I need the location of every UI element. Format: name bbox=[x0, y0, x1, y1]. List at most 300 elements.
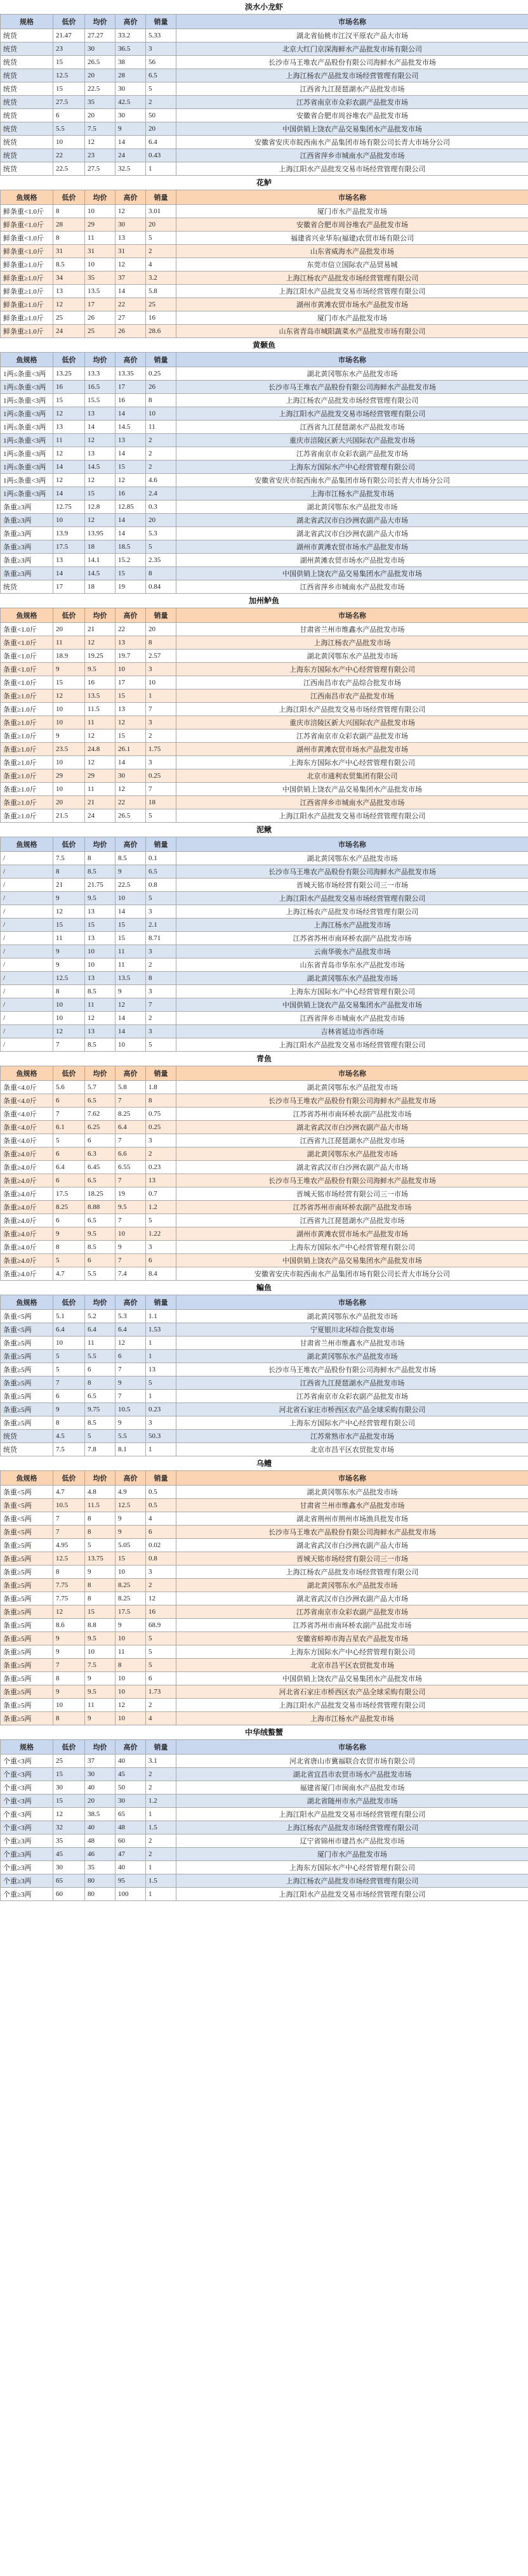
avg-cell: 7.5 bbox=[85, 122, 116, 136]
header-row bbox=[1, 1066, 528, 1081]
volume-cell: 2.4 bbox=[146, 487, 176, 500]
volume-cell: 0.25 bbox=[146, 367, 176, 381]
market-cell: 江西省萍乡市城南水产品批发市场 bbox=[176, 149, 528, 162]
table-row bbox=[1, 1323, 528, 1337]
high-cell: 22 bbox=[116, 298, 146, 311]
table-row bbox=[1, 1619, 528, 1632]
volume-cell: 3 bbox=[146, 1025, 176, 1038]
low-cell: 21.5 bbox=[53, 809, 85, 823]
header-row bbox=[1, 15, 528, 29]
avg-cell: 8 bbox=[85, 852, 116, 865]
low-cell: 30 bbox=[53, 1781, 85, 1795]
high-cell: 9 bbox=[116, 1526, 146, 1539]
spec-cell: 统货 bbox=[1, 109, 53, 122]
volume-cell: 3.1 bbox=[146, 1755, 176, 1768]
high-cell: 12 bbox=[116, 474, 146, 487]
high-cell: 13 bbox=[116, 232, 146, 245]
volume-cell: 5 bbox=[146, 1214, 176, 1227]
volume-cell: 10 bbox=[146, 407, 176, 421]
avg-cell: 18 bbox=[85, 580, 116, 594]
section-title: 乌鳢 bbox=[256, 1459, 272, 1468]
market-cell: 上海市江杨水产品批发市场 bbox=[176, 1712, 528, 1725]
table-row bbox=[1, 1712, 528, 1725]
table-row bbox=[1, 1134, 528, 1147]
table-row bbox=[1, 985, 528, 998]
volume-header: 销量 bbox=[146, 353, 176, 367]
volume-cell: 2 bbox=[146, 1768, 176, 1781]
high-cell: 30 bbox=[116, 109, 146, 122]
avg-cell: 15 bbox=[85, 487, 116, 500]
spec-cell: 条重≥5两 bbox=[1, 1699, 53, 1712]
market-cell: 湖北省武汉市白沙洲农副产品大市场 bbox=[176, 527, 528, 540]
high-cell: 17 bbox=[116, 381, 146, 394]
avg-header: 均价 bbox=[85, 1740, 116, 1755]
spec-header: 鱼规格 bbox=[1, 1295, 53, 1310]
market-cell: 山东省青岛市华东水产品批发市场 bbox=[176, 958, 528, 972]
table-row bbox=[1, 865, 528, 879]
high-cell: 9 bbox=[116, 1619, 146, 1632]
avg-cell: 12 bbox=[85, 636, 116, 650]
table-row bbox=[1, 271, 528, 285]
spec-cell: 条重≥1.0斤 bbox=[1, 716, 53, 729]
low-cell: 4.7 bbox=[53, 1486, 85, 1499]
high-cell: 9 bbox=[116, 1416, 146, 1430]
high-cell: 11 bbox=[116, 945, 146, 958]
table-row bbox=[1, 743, 528, 756]
avg-cell: 8 bbox=[85, 1592, 116, 1605]
market-cell: 江苏常熟市水产品批发市场 bbox=[176, 1430, 528, 1443]
volume-cell: 2 bbox=[146, 1834, 176, 1848]
header-row bbox=[1, 837, 528, 852]
volume-cell: 16 bbox=[146, 311, 176, 325]
high-cell: 15 bbox=[116, 932, 146, 945]
low-cell: 25 bbox=[53, 1755, 85, 1768]
spec-cell: 条重≥1.0斤 bbox=[1, 809, 53, 823]
market-cell: 重庆市涪陵区新大兴国际农产品批发市场 bbox=[176, 434, 528, 447]
high-cell: 17.5 bbox=[116, 1605, 146, 1619]
low-cell: 29 bbox=[53, 769, 85, 783]
high-cell: 48 bbox=[116, 1821, 146, 1834]
low-cell: 9 bbox=[53, 1632, 85, 1645]
section-title: 淡水小龙虾 bbox=[244, 3, 283, 11]
table-row bbox=[1, 703, 528, 716]
table-row bbox=[1, 676, 528, 690]
avg-cell: 6 bbox=[85, 1134, 116, 1147]
low-cell: 17.5 bbox=[53, 1187, 85, 1201]
volume-cell: 7 bbox=[146, 783, 176, 796]
high-cell: 15 bbox=[116, 567, 146, 580]
volume-header: 销量 bbox=[146, 1471, 176, 1486]
low-cell: 7 bbox=[53, 1659, 85, 1672]
table-row bbox=[1, 932, 528, 945]
low-cell: 45 bbox=[53, 1848, 85, 1861]
table-row bbox=[1, 716, 528, 729]
spec-cell: 条重≥3两 bbox=[1, 527, 53, 540]
spec-cell: 1两≤条重<3两 bbox=[1, 461, 53, 474]
high-cell: 30 bbox=[116, 218, 146, 232]
spec-cell: 鲜条重<1.0斤 bbox=[1, 218, 53, 232]
low-cell: 5 bbox=[53, 1363, 85, 1376]
high-cell: 10 bbox=[116, 1566, 146, 1579]
market-cell: 中国供销上饶农产品交易集团水产品批发市场 bbox=[176, 1672, 528, 1685]
avg-cell: 21.75 bbox=[85, 879, 116, 892]
avg-cell: 18.25 bbox=[85, 1187, 116, 1201]
market-cell: 晋城天铭市场经营有限公司三一市场 bbox=[176, 1187, 528, 1201]
avg-cell: 26 bbox=[85, 311, 116, 325]
volume-cell: 2.1 bbox=[146, 919, 176, 932]
volume-cell: 4 bbox=[146, 1712, 176, 1725]
volume-cell: 2 bbox=[146, 1781, 176, 1795]
avg-cell: 11 bbox=[85, 998, 116, 1012]
avg-cell: 20 bbox=[85, 1795, 116, 1808]
avg-cell: 11 bbox=[85, 1699, 116, 1712]
table-row bbox=[1, 554, 528, 567]
table-row bbox=[1, 1161, 528, 1174]
avg-cell: 46 bbox=[85, 1848, 116, 1861]
market-cell: 湖州市黄滩农贸市场水产品批发市场 bbox=[176, 540, 528, 554]
volume-cell: 0.84 bbox=[146, 580, 176, 594]
table-row bbox=[1, 1081, 528, 1094]
low-header: 低价 bbox=[53, 837, 85, 852]
high-cell: 24 bbox=[116, 149, 146, 162]
low-cell: 15 bbox=[53, 676, 85, 690]
low-cell: 13.25 bbox=[53, 367, 85, 381]
spec-cell: / bbox=[1, 905, 53, 919]
low-cell: 4.95 bbox=[53, 1539, 85, 1552]
volume-cell: 4.6 bbox=[146, 474, 176, 487]
market-cell: 河北省石家庄市桥西区农产品全球采购有限公司 bbox=[176, 1685, 528, 1699]
market-cell: 江苏省苏州市南环桥农副产品批发市场 bbox=[176, 1619, 528, 1632]
spec-cell: 统货 bbox=[1, 1430, 53, 1443]
volume-cell: 6.5 bbox=[146, 865, 176, 879]
spec-cell: 条重<1.0斤 bbox=[1, 650, 53, 663]
market-cell: 上海江阳水产品批发交易市场经营管理有限公司 bbox=[176, 703, 528, 716]
volume-cell: 0.5 bbox=[146, 1486, 176, 1499]
section-title: 花鲈 bbox=[256, 178, 272, 187]
low-cell: 8 bbox=[53, 1416, 85, 1430]
avg-cell: 20 bbox=[85, 69, 116, 82]
volume-cell: 8.71 bbox=[146, 932, 176, 945]
market-cell: 晋城天铭市场经营有限公司三一市场 bbox=[176, 879, 528, 892]
market-cell: 湖北省宜昌市农贸市场水产品批发市场 bbox=[176, 1768, 528, 1781]
low-cell: 9 bbox=[53, 945, 85, 958]
price-table bbox=[0, 608, 528, 823]
table-row bbox=[1, 1147, 528, 1161]
volume-cell: 3 bbox=[146, 716, 176, 729]
table-row bbox=[1, 567, 528, 580]
spec-cell: 统货 bbox=[1, 69, 53, 82]
high-cell: 37 bbox=[116, 271, 146, 285]
avg-cell: 8.5 bbox=[85, 1241, 116, 1254]
avg-header: 均价 bbox=[85, 1295, 116, 1310]
volume-cell: 1.5 bbox=[146, 1821, 176, 1834]
low-cell: 5.5 bbox=[53, 122, 85, 136]
high-cell: 18.5 bbox=[116, 540, 146, 554]
high-cell: 15.2 bbox=[116, 554, 146, 567]
high-cell: 7.4 bbox=[116, 1267, 146, 1281]
market-cell: 甘肃省兰州市维鑫水产品批发市场 bbox=[176, 1499, 528, 1512]
market-cell: 河北省唐山市冀福联合农贸市场有限公司 bbox=[176, 1755, 528, 1768]
spec-cell: 1两≤条重<3两 bbox=[1, 487, 53, 500]
avg-cell: 11 bbox=[85, 716, 116, 729]
table-row bbox=[1, 407, 528, 421]
table-row bbox=[1, 1834, 528, 1848]
avg-cell: 12 bbox=[85, 136, 116, 149]
table-row bbox=[1, 809, 528, 823]
section-7 bbox=[0, 1456, 528, 1725]
spec-cell: 个重≥3两 bbox=[1, 1848, 53, 1861]
spec-cell: 条重<4.0斤 bbox=[1, 1121, 53, 1134]
market-header: 市场名称 bbox=[176, 190, 528, 205]
market-cell: 上海江杨水产品批发市场 bbox=[176, 919, 528, 932]
spec-cell: 统货 bbox=[1, 580, 53, 594]
high-cell: 13 bbox=[116, 703, 146, 716]
spec-cell: 条重≥5两 bbox=[1, 1632, 53, 1645]
low-cell: 8 bbox=[53, 1566, 85, 1579]
low-cell: 12 bbox=[53, 447, 85, 461]
low-cell: 35 bbox=[53, 1834, 85, 1848]
spec-cell: 条重≥1.0斤 bbox=[1, 756, 53, 769]
low-cell: 6.1 bbox=[53, 1121, 85, 1134]
market-cell: 上海江阳水产品批发交易市场经营管理有限公司 bbox=[176, 809, 528, 823]
market-cell: 甘肃省兰州市维鑫水产品批发市场 bbox=[176, 623, 528, 636]
avg-cell: 25 bbox=[85, 325, 116, 338]
market-cell: 湖北黄冈鄂东水产品批发市场 bbox=[176, 650, 528, 663]
volume-cell: 0.75 bbox=[146, 1108, 176, 1121]
volume-cell: 5 bbox=[146, 1038, 176, 1052]
table-row bbox=[1, 42, 528, 56]
spec-cell: 1两≤条重<3两 bbox=[1, 381, 53, 394]
market-cell: 江西省九江琵琶湖水产品批发市场 bbox=[176, 1214, 528, 1227]
low-cell: 9 bbox=[53, 1227, 85, 1241]
avg-cell: 12 bbox=[85, 756, 116, 769]
volume-cell: 1 bbox=[146, 1390, 176, 1403]
low-cell: 30 bbox=[53, 1861, 85, 1874]
spec-cell: 条重≥1.0斤 bbox=[1, 796, 53, 809]
spec-cell: 条重<4.0斤 bbox=[1, 1081, 53, 1094]
high-header: 高价 bbox=[116, 608, 146, 623]
market-cell: 上海东方国际水产中心经营管理有限公司 bbox=[176, 985, 528, 998]
spec-cell: 条重≥5两 bbox=[1, 1579, 53, 1592]
table-row bbox=[1, 1808, 528, 1821]
low-cell: 15 bbox=[53, 1768, 85, 1781]
volume-cell: 5 bbox=[146, 540, 176, 554]
low-cell: 15 bbox=[53, 56, 85, 69]
spec-cell: 统货 bbox=[1, 96, 53, 109]
high-cell: 4.9 bbox=[116, 1486, 146, 1499]
market-cell: 中国供销上饶农产品交易集团水产品批发市场 bbox=[176, 122, 528, 136]
spec-header: 规格 bbox=[1, 1740, 53, 1755]
volume-cell: 12 bbox=[146, 1592, 176, 1605]
spec-cell: 条重<5两 bbox=[1, 1323, 53, 1337]
high-cell: 95 bbox=[116, 1874, 146, 1888]
market-cell: 上海江阳水产品批发交易市场经营管理有限公司 bbox=[176, 1888, 528, 1901]
high-cell: 9 bbox=[116, 865, 146, 879]
volume-cell: 20 bbox=[146, 623, 176, 636]
avg-cell: 5 bbox=[85, 1539, 116, 1552]
market-cell: 上海江阳水产品批发交易市场经营管理有限公司 bbox=[176, 407, 528, 421]
table-row bbox=[1, 381, 528, 394]
high-cell: 8.25 bbox=[116, 1108, 146, 1121]
low-cell: 13 bbox=[53, 285, 85, 298]
avg-cell: 13.3 bbox=[85, 367, 116, 381]
volume-cell: 8 bbox=[146, 636, 176, 650]
high-cell: 8.5 bbox=[116, 852, 146, 865]
market-cell: 上海江杨农产品批发市场经营管理有限公司 bbox=[176, 1566, 528, 1579]
low-cell: 12 bbox=[53, 474, 85, 487]
avg-cell: 20 bbox=[85, 109, 116, 122]
price-table bbox=[0, 1066, 528, 1281]
market-cell: 上海江杨农产品批发市场经营管理有限公司 bbox=[176, 394, 528, 407]
high-cell: 8.25 bbox=[116, 1579, 146, 1592]
table-row bbox=[1, 474, 528, 487]
volume-cell: 0.25 bbox=[146, 769, 176, 783]
high-cell: 13.5 bbox=[116, 972, 146, 985]
volume-cell: 2.35 bbox=[146, 554, 176, 567]
low-cell: 8.5 bbox=[53, 258, 85, 271]
spec-cell: 统货 bbox=[1, 122, 53, 136]
high-cell: 8.25 bbox=[116, 1592, 146, 1605]
spec-cell: 统货 bbox=[1, 29, 53, 42]
low-cell: 9 bbox=[53, 892, 85, 905]
avg-cell: 9.75 bbox=[85, 1403, 116, 1416]
avg-cell: 8.5 bbox=[85, 1038, 116, 1052]
table-row bbox=[1, 56, 528, 69]
low-cell: 7.5 bbox=[53, 1443, 85, 1456]
low-cell: 10.5 bbox=[53, 1499, 85, 1512]
avg-cell: 40 bbox=[85, 1821, 116, 1834]
high-cell: 16 bbox=[116, 394, 146, 407]
volume-cell: 0.8 bbox=[146, 879, 176, 892]
avg-cell: 6.3 bbox=[85, 1147, 116, 1161]
table-row bbox=[1, 367, 528, 381]
low-cell: 32 bbox=[53, 1821, 85, 1834]
high-cell: 12.85 bbox=[116, 500, 146, 514]
volume-cell: 1 bbox=[146, 1337, 176, 1350]
spec-cell: 条重≥5两 bbox=[1, 1592, 53, 1605]
market-cell: 江西省萍乡市城南水产品批发市场 bbox=[176, 580, 528, 594]
volume-cell: 5.33 bbox=[146, 29, 176, 42]
market-header: 市场名称 bbox=[176, 1471, 528, 1486]
volume-cell: 3 bbox=[146, 1566, 176, 1579]
low-cell: 16 bbox=[53, 381, 85, 394]
volume-cell: 6 bbox=[146, 1672, 176, 1685]
low-cell: 8 bbox=[53, 1241, 85, 1254]
table-row bbox=[1, 514, 528, 527]
avg-cell: 5.2 bbox=[85, 1310, 116, 1323]
spec-cell: 条重≥5两 bbox=[1, 1552, 53, 1566]
low-cell: 10 bbox=[53, 1012, 85, 1025]
section-8 bbox=[0, 1725, 528, 1901]
high-cell: 19 bbox=[116, 1187, 146, 1201]
spec-cell: / bbox=[1, 1025, 53, 1038]
table-row bbox=[1, 218, 528, 232]
section-4 bbox=[0, 823, 528, 1052]
avg-cell: 35 bbox=[85, 271, 116, 285]
avg-cell: 15 bbox=[85, 1605, 116, 1619]
volume-cell: 2 bbox=[146, 729, 176, 743]
market-cell: 江西省萍乡市城南水产品批发市场 bbox=[176, 1012, 528, 1025]
market-cell: 长沙市马王堆农产品股份有限公司海鲜水产品批发市场 bbox=[176, 1094, 528, 1108]
market-cell: 北京市昌平区农贸批发市场 bbox=[176, 1659, 528, 1672]
avg-cell: 10 bbox=[85, 258, 116, 271]
table-row bbox=[1, 1512, 528, 1526]
spec-cell: 条重<5两 bbox=[1, 1526, 53, 1539]
volume-cell: 1.75 bbox=[146, 743, 176, 756]
market-cell: 湖北省武汉市白沙洲农副产品大市场 bbox=[176, 1539, 528, 1552]
spec-cell: 条重≥5两 bbox=[1, 1659, 53, 1672]
spec-cell: / bbox=[1, 985, 53, 998]
low-cell: 22 bbox=[53, 149, 85, 162]
market-cell: 上海东方国际水产中心经营管理有限公司 bbox=[176, 1416, 528, 1430]
table-row bbox=[1, 1376, 528, 1390]
header-row bbox=[1, 608, 528, 623]
high-cell: 10 bbox=[116, 1712, 146, 1725]
avg-cell: 16.5 bbox=[85, 381, 116, 394]
spec-header: 鱼规格 bbox=[1, 837, 53, 852]
high-cell: 16 bbox=[116, 487, 146, 500]
spec-cell: 条重≥4.0斤 bbox=[1, 1147, 53, 1161]
spec-cell: 条重≥5两 bbox=[1, 1566, 53, 1579]
low-cell: 25 bbox=[53, 311, 85, 325]
high-cell: 9 bbox=[116, 122, 146, 136]
high-header: 高价 bbox=[116, 837, 146, 852]
low-cell: 7 bbox=[53, 1038, 85, 1052]
table-row bbox=[1, 1539, 528, 1552]
market-cell: 上海江杨农产品批发市场经营管理有限公司 bbox=[176, 905, 528, 919]
spec-cell: 条重<4.0斤 bbox=[1, 1094, 53, 1108]
table-row bbox=[1, 1861, 528, 1874]
avg-cell: 35 bbox=[85, 1861, 116, 1874]
high-cell: 6.4 bbox=[116, 1121, 146, 1134]
table-row bbox=[1, 852, 528, 865]
market-header: 市场名称 bbox=[176, 15, 528, 29]
price-table bbox=[0, 837, 528, 1052]
market-cell: 江苏省苏州市南环桥农副产品批发市场 bbox=[176, 1108, 528, 1121]
price-table bbox=[0, 1295, 528, 1456]
spec-header: 鱼规格 bbox=[1, 353, 53, 367]
spec-cell: 条重<4.0斤 bbox=[1, 1108, 53, 1121]
spec-cell: 条重≥5两 bbox=[1, 1619, 53, 1632]
low-cell: 28 bbox=[53, 218, 85, 232]
table-row bbox=[1, 1821, 528, 1834]
low-cell: 34 bbox=[53, 271, 85, 285]
volume-cell: 11 bbox=[146, 421, 176, 434]
avg-cell: 14.5 bbox=[85, 567, 116, 580]
avg-cell: 11.5 bbox=[85, 703, 116, 716]
spec-cell: 条重≥5两 bbox=[1, 1337, 53, 1350]
spec-cell: / bbox=[1, 1012, 53, 1025]
table-row bbox=[1, 245, 528, 258]
low-cell: 12 bbox=[53, 1808, 85, 1821]
high-cell: 6.6 bbox=[116, 1147, 146, 1161]
volume-cell: 25 bbox=[146, 298, 176, 311]
market-cell: 江西南昌市农产品批发市场 bbox=[176, 690, 528, 703]
volume-cell: 3 bbox=[146, 1241, 176, 1254]
volume-cell: 5 bbox=[146, 232, 176, 245]
high-header: 高价 bbox=[116, 15, 146, 29]
spec-cell: 条重≥5两 bbox=[1, 1645, 53, 1659]
spec-cell: 条重≥4.0斤 bbox=[1, 1187, 53, 1201]
avg-cell: 13.5 bbox=[85, 285, 116, 298]
spec-cell: 条重<4.0斤 bbox=[1, 1134, 53, 1147]
volume-cell: 7 bbox=[146, 703, 176, 716]
spec-cell: 条重<5两 bbox=[1, 1499, 53, 1512]
high-header: 高价 bbox=[116, 1740, 146, 1755]
avg-header: 均价 bbox=[85, 1471, 116, 1486]
low-cell: 5 bbox=[53, 1350, 85, 1363]
low-cell: 9 bbox=[53, 1685, 85, 1699]
